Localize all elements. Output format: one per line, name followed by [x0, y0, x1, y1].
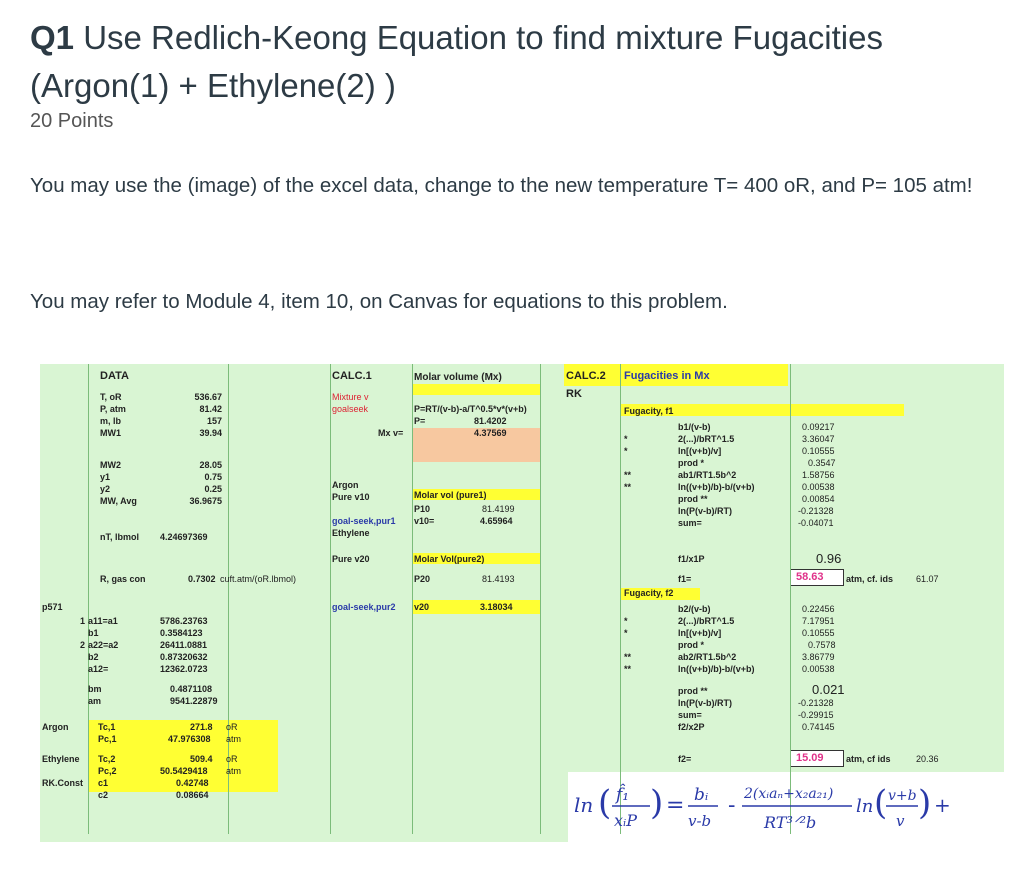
v20-value: 3.18034 [480, 602, 513, 612]
const-label: c1 [98, 778, 109, 788]
const-value: 50.5429418 [160, 766, 208, 776]
f1-value: 58.63 [796, 571, 824, 583]
f1-row-label: prod * [678, 458, 704, 468]
question-points: 20 Points [30, 110, 114, 132]
f2-unit: atm, cf ids [846, 754, 891, 764]
eq-numerator: 2(xᵢaₙ+x₂a₂₁) [744, 786, 834, 802]
calc2-header: CALC.2 [566, 370, 606, 382]
f2-row-value: 0.7578 [808, 640, 836, 650]
mxv-label: Mx v= [378, 428, 404, 438]
f1-row-label: prod ** [678, 494, 708, 504]
data-value: 4.24697369 [160, 532, 208, 542]
data-label: m, lb [100, 416, 122, 426]
goal-seek-pur2: goal-seek,pur2 [332, 602, 396, 612]
f1-row-value: 0.3547 [808, 458, 836, 468]
f1x1p-label: f1/x1P [678, 554, 705, 564]
f1-row-value: -0.04071 [798, 518, 834, 528]
const-group: Ethylene [42, 754, 80, 764]
f1-row-label: b1/(v-b) [678, 422, 711, 432]
f2x2p-value: 0.74145 [802, 722, 835, 732]
eq-vb: v-b [688, 812, 712, 830]
f1-row-label: 2(...)/bRT^1.5 [678, 434, 735, 444]
excel-data-image [40, 364, 1004, 844]
param-label: a22=a2 [88, 640, 119, 650]
eq-denominator: RT³ᐟ²b [764, 813, 817, 832]
f2-row-label: ln[(v+b)/v] [678, 628, 722, 638]
data-unit: cuft.atm/(oR.lbmol) [220, 574, 297, 584]
const-value: 0.08664 [176, 790, 209, 800]
svg-text:=: = [666, 793, 685, 818]
const-value: 509.4 [190, 754, 213, 764]
param-value: 0.87320632 [160, 652, 208, 662]
param-label: a11=a1 [88, 616, 118, 626]
f1-row-label: ln[(v+b)/v] [678, 446, 722, 456]
pure-v10-label: Pure v10 [332, 492, 370, 502]
f1-row-label: ln(P(v-b)/RT) [678, 506, 732, 516]
f2-row-label: b2/(v-b) [678, 604, 711, 614]
const-unit: oR [226, 722, 238, 732]
data-label: R, gas con [100, 574, 146, 584]
calc1-header: CALC.1 [332, 370, 372, 382]
goal-seek-pur1: goal-seek,pur1 [332, 516, 396, 526]
f1-row-value: 0.10555 [802, 446, 835, 456]
f1-row-value: 1.58756 [802, 470, 835, 480]
v10-value: 4.65964 [480, 516, 513, 526]
p10-value: 81.4199 [482, 504, 515, 514]
svg-text:-: - [728, 793, 736, 818]
const-label: c2 [98, 790, 109, 800]
question-reference: You may refer to Module 4, item 10, on Canvas for equations to this problem. [30, 290, 728, 313]
rk-formula: P=RT/(v-b)-a/T^0.5*v*(v+b) [414, 404, 527, 414]
data-label: y2 [100, 484, 111, 494]
param-index: 2 [80, 640, 86, 650]
param-value: 12362.0723 [160, 664, 208, 674]
f1-row-label: ab1/RT1.5b^2 [678, 470, 737, 480]
pure-v20-label: Pure v20 [332, 554, 370, 564]
f1-row-value: 0.09217 [802, 422, 835, 432]
svg-text:(: ( [874, 783, 888, 823]
p571-label: p571 [42, 602, 63, 612]
fugacity-f1-header: Fugacity, f1 [624, 406, 674, 416]
param-value: 0.3584123 [160, 628, 203, 638]
f2-ideal: 20.36 [916, 754, 939, 764]
row-mark: ** [624, 664, 632, 674]
f2-row-value: -0.29915 [798, 710, 834, 720]
eq-v: v [896, 812, 905, 830]
f2-row-label: sum= [678, 710, 702, 720]
f2-row-value: 3.86779 [802, 652, 835, 662]
const-value: 0.42748 [176, 778, 209, 788]
question-instructions: You may use the (image) of the excel data, change to the new temperature T= 400 oR, and P= 105 atm! [30, 174, 973, 197]
question-title: Q1 Use Redlich-Keong Equation to find mixture Fugacities (Argon(1) + Ethylene(2) ) [30, 19, 883, 104]
f1-row-value: 0.00538 [802, 482, 835, 492]
f1-ideal: 61.07 [916, 574, 939, 584]
f2-row-label: prod ** [678, 686, 708, 696]
v10-label: v10= [414, 516, 435, 526]
row-mark: ** [624, 652, 632, 662]
p-label: P= [414, 416, 426, 426]
param-label: am [88, 696, 102, 706]
v20-label: v20 [414, 602, 430, 612]
f2-row-value: 0.22456 [802, 604, 835, 614]
mixture-v-label: Mixture v [332, 392, 369, 402]
svg-text:): ) [918, 783, 932, 823]
row-mark: * [624, 446, 628, 456]
fugacity-f2-header: Fugacity, f2 [624, 588, 674, 598]
eq-xip: xᵢP [614, 811, 638, 830]
handwritten-fugacity-equation [568, 772, 951, 842]
f2-row-label: 2(...)/bRT^1.5 [678, 616, 735, 626]
data-value: 0.7302 [188, 574, 216, 584]
rk-label: RK [566, 388, 582, 400]
f1-row-label: ln((v+b)/b)-b/(v+b) [678, 482, 755, 492]
data-value: 0.25 [204, 484, 222, 494]
const-unit: atm [226, 734, 242, 744]
const-group: RK.Const [42, 778, 83, 788]
row-mark: ** [624, 482, 632, 492]
row-mark: * [624, 628, 628, 638]
f2-row-value: 0.021 [812, 682, 845, 697]
row-mark: ** [624, 470, 632, 480]
ethylene-label: Ethylene [332, 528, 370, 538]
param-label: bm [88, 684, 102, 694]
data-value: 28.05 [199, 460, 222, 470]
p10-label: P10 [414, 504, 431, 514]
eq-fugacity: f̂₁ [616, 785, 630, 805]
f2-row-value: 7.17951 [802, 616, 835, 626]
mxv-value: 4.37569 [474, 428, 507, 438]
param-index: 1 [80, 616, 86, 626]
formula-highlight [412, 384, 540, 395]
f1-row-label: sum= [678, 518, 702, 528]
param-value: 9541.22879 [170, 696, 218, 706]
eq-ln: ln [574, 793, 594, 817]
const-label: Tc,1 [98, 722, 116, 732]
eq-vbv: v+b [888, 788, 917, 804]
row-mark: * [624, 616, 628, 626]
f2-row-label: ab2/RT1.5b^2 [678, 652, 737, 662]
f2-row-label: ln((v+b)/b)-b/(v+b) [678, 664, 755, 674]
p20-label: P20 [414, 574, 431, 584]
param-value: 26411.0881 [160, 640, 208, 650]
data-value: 157 [206, 416, 222, 426]
data-header: DATA [100, 370, 129, 382]
data-label: y1 [100, 472, 111, 482]
molar-vol-pure2-label: Molar Vol(pure2) [414, 554, 485, 564]
f2-label: f2= [678, 754, 692, 764]
f1-label: f1= [678, 574, 692, 584]
f2-value: 15.09 [796, 752, 824, 764]
f1-unit: atm, cf. ids [846, 574, 894, 584]
const-label: Pc,1 [98, 734, 117, 744]
const-group: Argon [42, 722, 69, 732]
const-unit: oR [226, 754, 238, 764]
const-unit: atm [226, 766, 242, 776]
data-label: nT, lbmol [100, 532, 139, 542]
row-mark: * [624, 434, 628, 444]
data-label: MW, Avg [100, 496, 137, 506]
data-label: P, atm [100, 404, 126, 414]
argon-label: Argon [332, 480, 359, 490]
data-value: 0.75 [204, 472, 222, 482]
f2-row-value: 0.00538 [802, 664, 835, 674]
param-value: 0.4871108 [170, 684, 213, 694]
svg-text:(: ( [598, 783, 612, 823]
data-value: 81.42 [199, 404, 222, 414]
svg-text:): ) [650, 783, 664, 823]
v20-highlight [412, 600, 540, 614]
f1-row-value: 0.00854 [802, 494, 835, 504]
f2-row-label: prod * [678, 640, 704, 650]
const-label: Pc,2 [98, 766, 117, 776]
f2-row-value: 0.10555 [802, 628, 835, 638]
f2-row-value: -0.21328 [798, 698, 834, 708]
molar-volume-header: Molar volume (Mx) [414, 372, 502, 383]
f1x1p-value: 0.96 [816, 551, 842, 566]
data-value: 36.9675 [189, 496, 222, 506]
eq-ln-2: ln [856, 796, 874, 817]
p-value: 81.4202 [474, 416, 507, 426]
f1-row-value: 3.36047 [802, 434, 835, 444]
data-label: T, oR [100, 392, 122, 402]
p20-value: 81.4193 [482, 574, 515, 584]
data-label: MW1 [100, 428, 121, 438]
data-label: MW2 [100, 460, 121, 470]
param-value: 5786.23763 [160, 616, 208, 626]
f2x2p-label: f2/x2P [678, 722, 705, 732]
param-label: a12= [88, 664, 109, 674]
molar-vol-pure1-label: Molar vol (pure1) [414, 490, 487, 500]
f2-row-label: ln(P(v-b)/RT) [678, 698, 732, 708]
fugacities-header: Fugacities in Mx [624, 370, 710, 382]
svg-text:+: + [934, 793, 951, 817]
goalseek-label: goalseek [332, 404, 369, 414]
const-value: 271.8 [190, 722, 213, 732]
eq-b: bᵢ [694, 785, 709, 805]
f1-row-value: -0.21328 [798, 506, 834, 516]
data-value: 39.94 [199, 428, 222, 438]
param-label: b2 [88, 652, 99, 662]
param-label: b1 [88, 628, 99, 638]
const-label: Tc,2 [98, 754, 116, 764]
data-value: 536.67 [194, 392, 222, 402]
const-value: 47.976308 [168, 734, 211, 744]
